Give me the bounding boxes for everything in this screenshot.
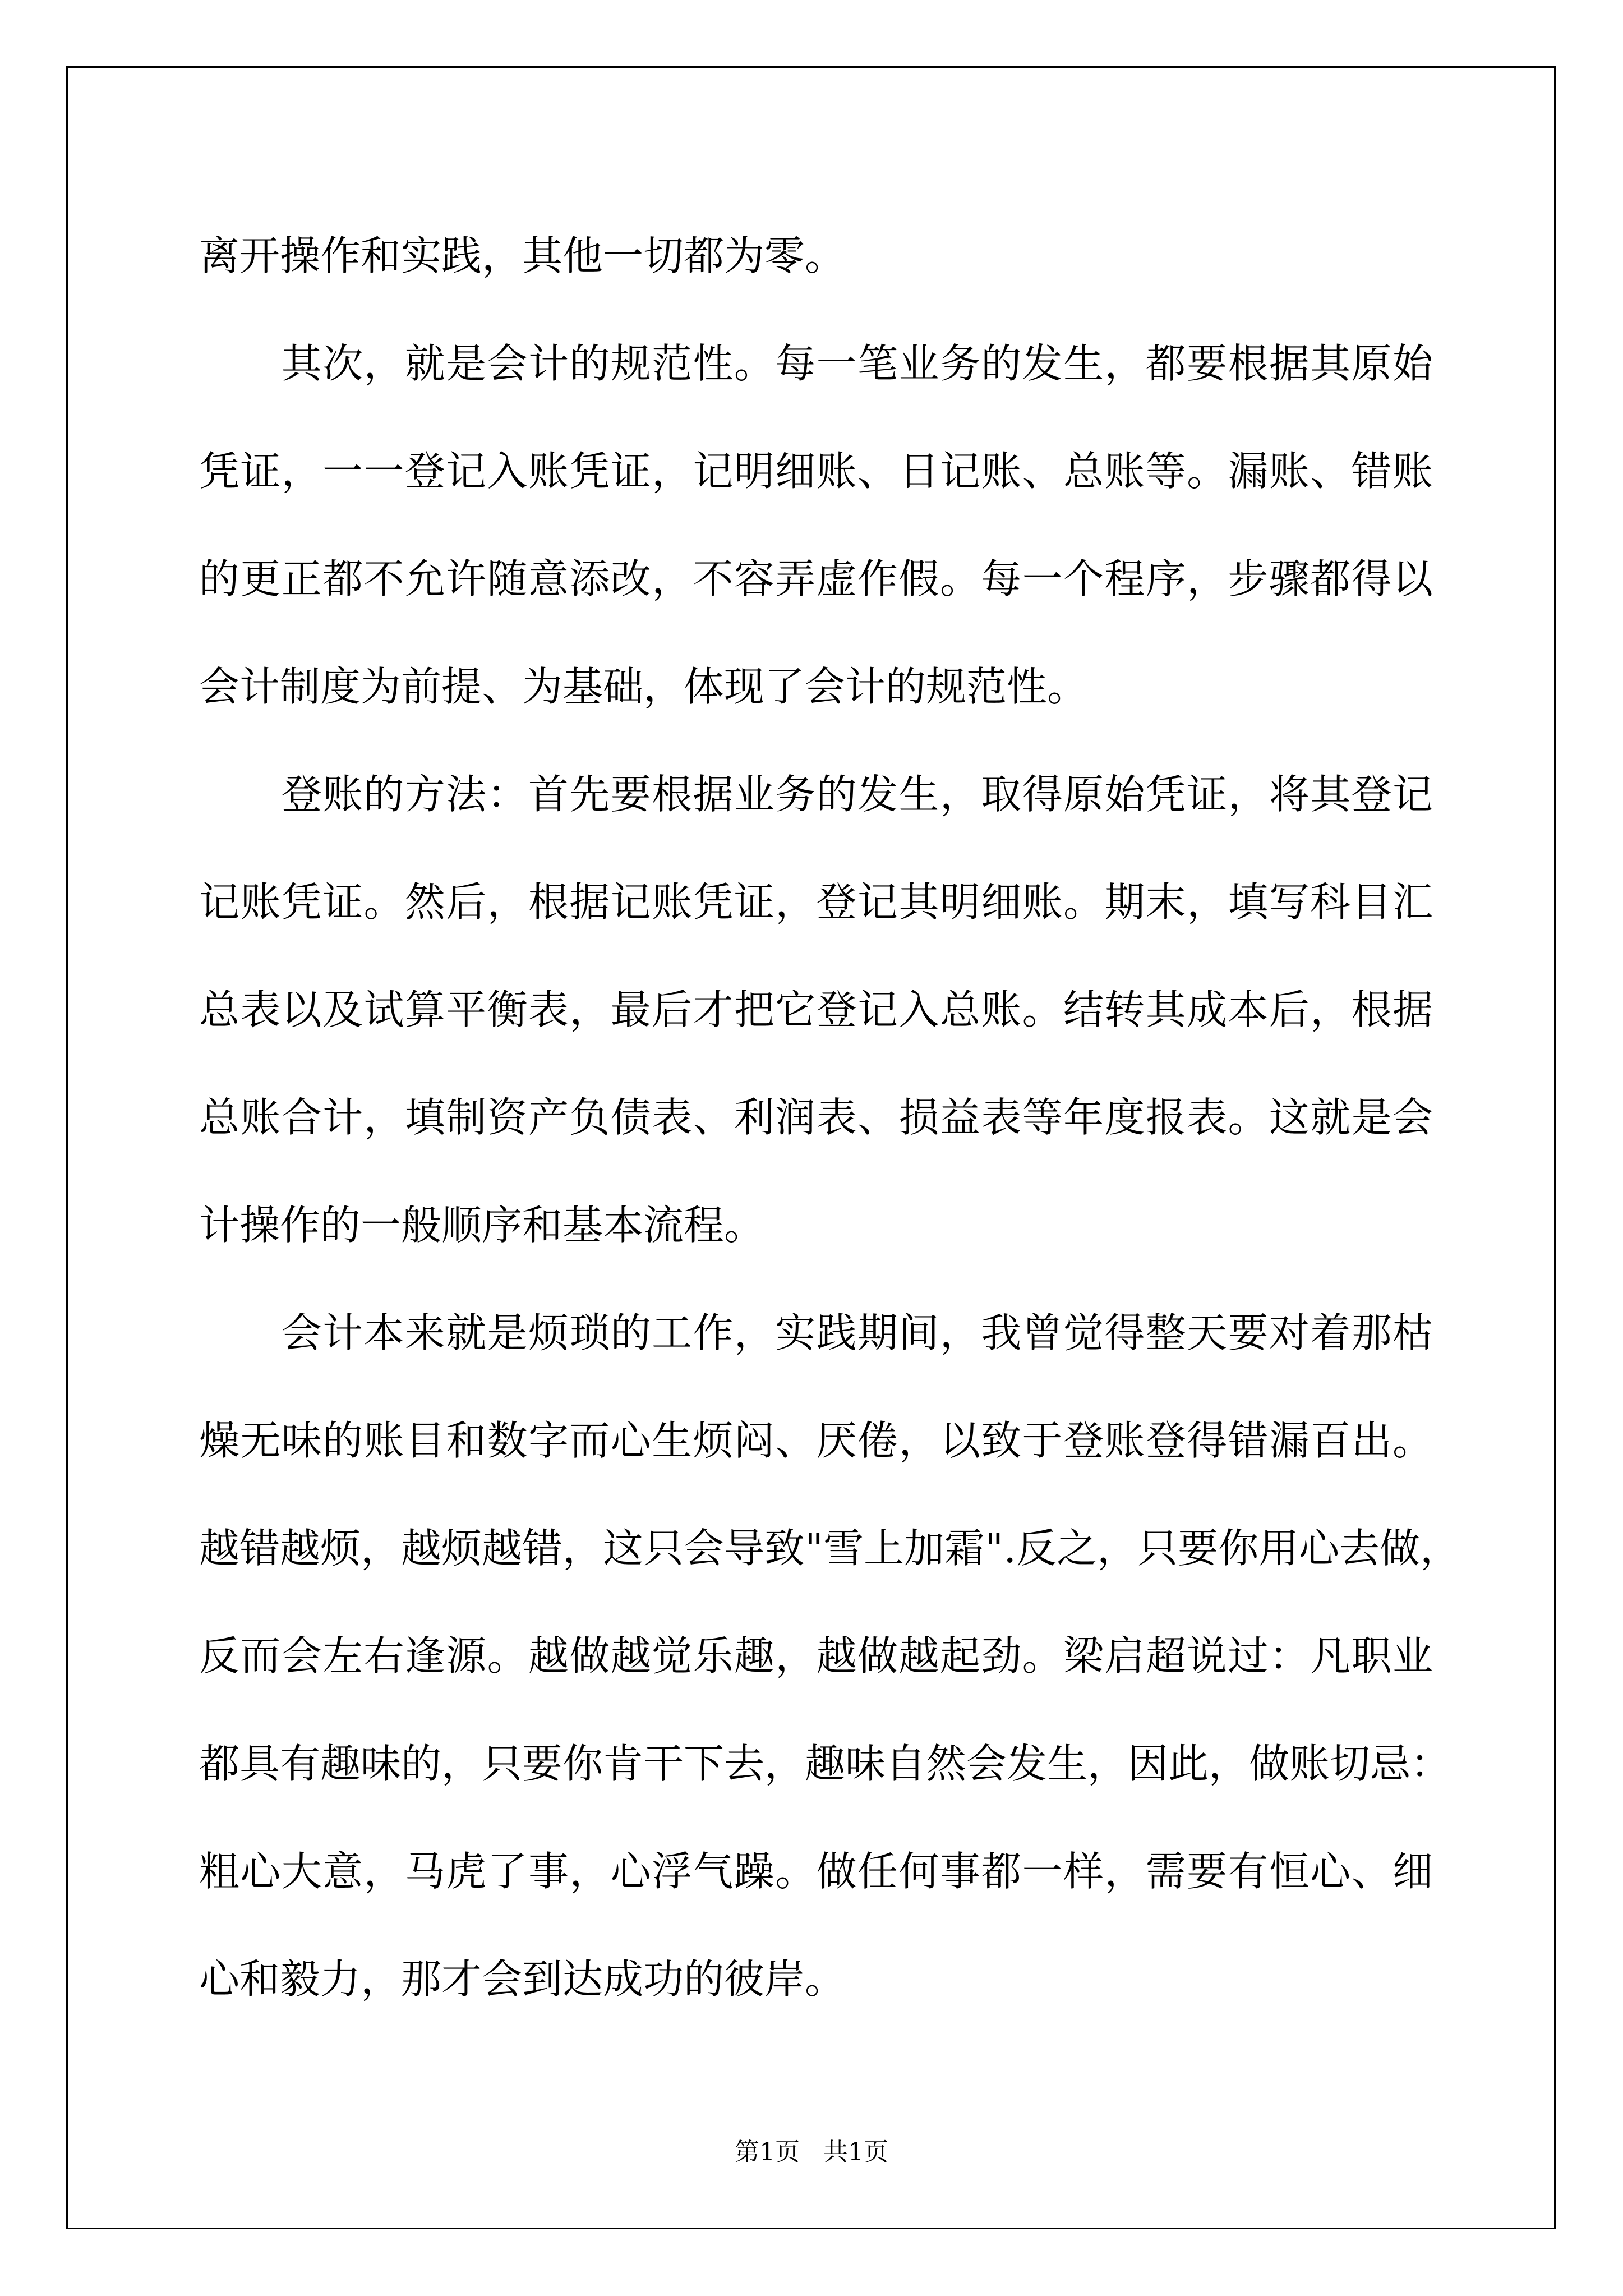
- page-number: 第1页: [735, 2138, 800, 2166]
- text-line: 总账合计，填制资产负债表、利润表、损益表等年度报表。这就是会: [199, 1094, 1433, 1141]
- text-line: 其次，就是会计的规范性。每一笔业务的发生，都要根据其原始: [199, 340, 1433, 387]
- page-footer: [0, 2132, 1623, 2168]
- text-line: 登账的方法：首先要根据业务的发生，取得原始凭证，将其登记: [199, 771, 1433, 818]
- text-line: 总表以及试算平衡表，最后才把它登记入总账。结转其成本后，根据: [199, 986, 1433, 1033]
- text-line: 会计本来就是烦琐的工作，实践期间，我曾觉得整天要对着那枯: [199, 1309, 1433, 1356]
- body-text: [199, 202, 1461, 2033]
- text-line: 越错越烦，越烦越错，这只会导致"雪上加霜".反之，只要你用心去做，: [199, 1525, 1461, 1572]
- text-line: 心和毅力，那才会到达成功的彼岸。: [199, 1955, 846, 2003]
- text-line: 记账凭证。然后，根据记账凭证，登记其明细账。期末，填写科目汇: [199, 878, 1433, 926]
- text-line: 粗心大意，马虎了事，心浮气躁。做任何事都一样，需要有恒心、细: [199, 1848, 1433, 1895]
- text-line: 都具有趣味的，只要你肯干下去，趣味自然会发生，因此，做账切忌：: [199, 1740, 1451, 1787]
- text-line: 计操作的一般顺序和基本流程。: [199, 1202, 765, 1249]
- text-line: 会计制度为前提、为基础，体现了会计的规范性。: [199, 663, 1088, 710]
- text-line: 反而会左右逢源。越做越觉乐趣，越做越起劲。梁启超说过：凡职业: [199, 1632, 1433, 1680]
- text-line: 凭证，一一登记入账凭证，记明细账、日记账、总账等。漏账、错账: [199, 448, 1433, 495]
- page-total: 共1页: [823, 2138, 888, 2166]
- text-line: 燥无味的账目和数字而心生烦闷、厌倦，以致于登账登得错漏百出。: [199, 1417, 1433, 1464]
- text-line: 离开操作和实践，其他一切都为零。: [199, 232, 846, 279]
- text-line: 的更正都不允许随意添改，不容弄虚作假。每一个程序，步骤都得以: [199, 555, 1433, 602]
